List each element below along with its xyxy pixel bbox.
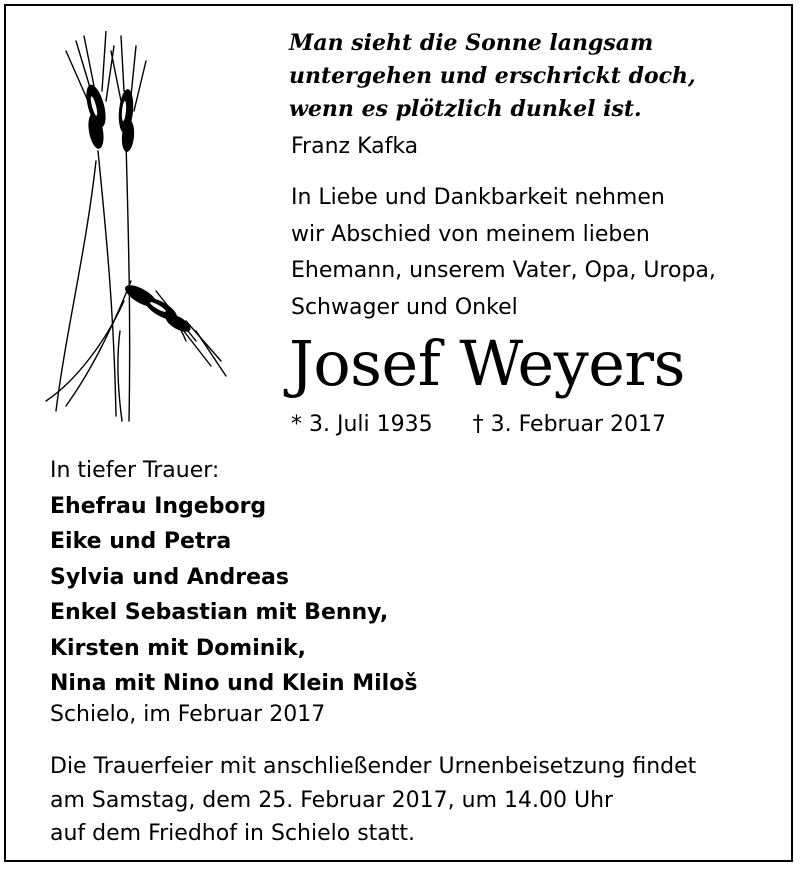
funeral-service-info <box>50 750 770 851</box>
service-line: auf dem Friedhof in Schielo statt. <box>50 821 416 846</box>
obituary-frame <box>4 4 793 862</box>
mourner-name: Sylvia und Andreas <box>50 564 289 590</box>
intro-line: In Liebe und Dankbarkeit nehmen <box>291 185 665 210</box>
quote-author: Franz Kafka <box>291 134 419 159</box>
kafka-quote <box>289 27 789 126</box>
mourner-name: Nina mit Nino und Klein Miloš <box>50 671 418 696</box>
farewell-intro <box>291 180 771 326</box>
place-and-date: Schielo, im Februar 2017 <box>50 702 326 727</box>
life-dates <box>291 409 666 441</box>
mourners-heading: In tiefer Trauer: <box>50 458 220 483</box>
intro-line: Schwager und Onkel <box>291 294 518 320</box>
birth-date: * 3. Juli 1935 <box>291 412 433 437</box>
quote-line: wenn es plötzlich dunkel ist. <box>289 96 642 122</box>
quote-line: Man sieht die Sonne langsam <box>289 30 654 56</box>
mourner-name: Ehefrau Ingeborg <box>50 493 267 519</box>
intro-line: wir Abschied von meinem lieben <box>291 221 650 247</box>
death-date: † 3. Februar 2017 <box>472 412 667 437</box>
service-line: am Samstag, dem 25. Februar 2017, um 14.00 Uhr <box>50 787 614 813</box>
quote-line: untergehen und erschrickt doch, <box>289 63 696 89</box>
deceased-name: Josef Weyers <box>289 327 685 400</box>
service-line: Die Trauerfeier mit anschließender Urnenbeisetzung findet <box>50 754 697 779</box>
mourner-name: Eike und Petra <box>50 529 232 554</box>
mourners-list <box>50 453 417 702</box>
wheat-ears-icon <box>36 31 236 431</box>
mourner-name: Enkel Sebastian mit Benny, <box>50 600 389 625</box>
intro-line: Ehemann, unserem Vater, Opa, Uropa, <box>291 258 716 283</box>
mourner-name: Kirsten mit Dominik, <box>50 635 306 661</box>
